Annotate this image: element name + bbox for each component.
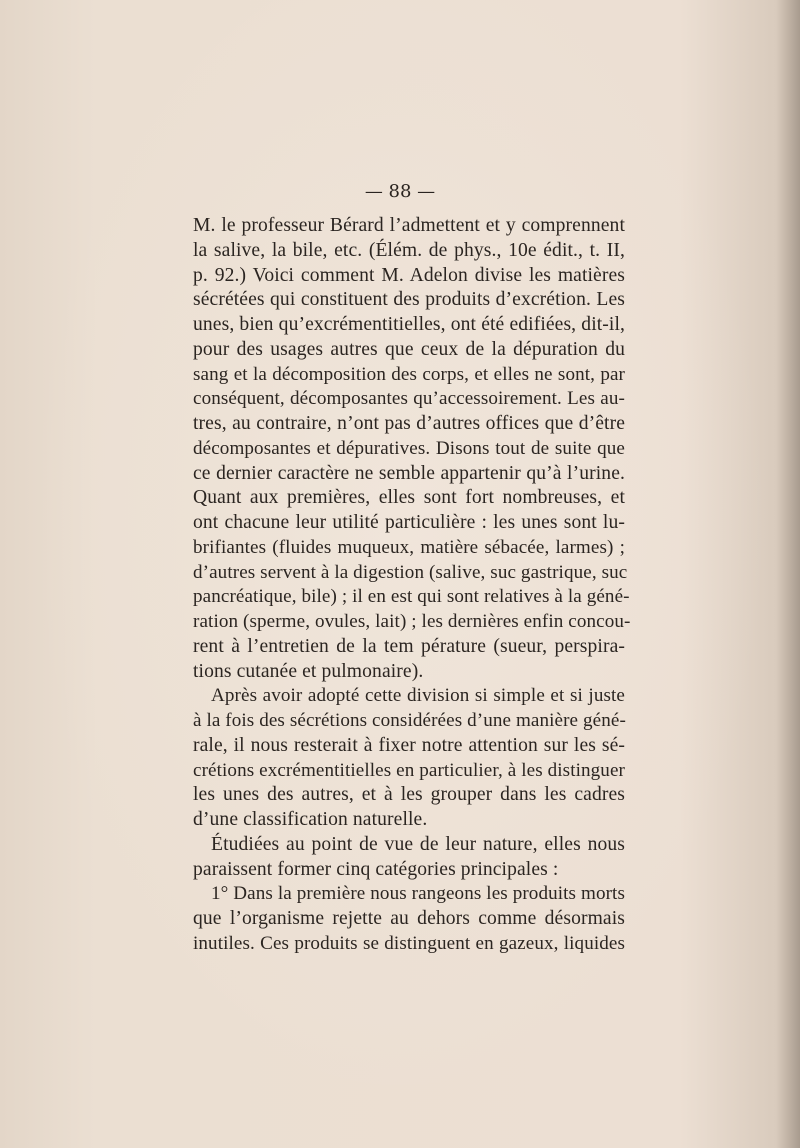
text-line: rent à l’entretien de la tem pérature (sueur, perspira- [193, 635, 625, 657]
text-line: décomposantes et dépuratives. Disons tout de suite que [193, 437, 625, 459]
text-line: brifiantes (fluides muqueux, matière sébacée, larmes) ; [193, 536, 625, 558]
text-line: Après avoir adopté cette division si simple et si juste [211, 685, 625, 707]
text-line: sang et la décomposition des corps, et elles ne sont, par [193, 363, 625, 385]
text-line: rale, il nous resterait à fixer notre attention sur les sé- [193, 734, 625, 756]
text-line: p. 92.) Voici comment M. Adelon divise les matières [193, 264, 625, 286]
text-line: à la fois des sécrétions considérées d’une manière géné- [193, 710, 626, 731]
text-line: 1° Dans la première nous rangeons les produits morts [211, 883, 625, 905]
text-line: crétions excrémentitielles en particulier, à les distinguer [193, 759, 625, 781]
text-line: unes, bien qu’excrémentitielles, ont été edifiées, dit-il, [193, 314, 625, 335]
text-line: pour des usages autres que ceux de la dépuration du [193, 338, 625, 360]
text-line: ration (sperme, ovules, lait) ; les dernières enfin concou- [193, 611, 631, 632]
text-line: paraissent former cinq catégories principales : [193, 858, 559, 880]
text-line: d’autres servent à la digestion (salive, suc gastrique, suc [193, 561, 628, 583]
text-line: tions cutanée et pulmonaire). [193, 660, 424, 682]
text-line: inutiles. Ces produits se distinguent en gazeux, liquides [193, 932, 625, 954]
text-line: conséquent, décomposantes qu’accessoirement. Les au- [193, 388, 625, 410]
text-line: ce dernier caractère ne semble appartenir qu’à l’urine. [193, 462, 625, 484]
text-line: que l’organisme rejette au dehors comme désormais [193, 908, 625, 929]
text-line: tres, au contraire, n’ont pas d’autres offices que d’être [193, 413, 625, 434]
text-line: la salive, la bile, etc. (Élém. de phys., 10e édit., t. II, [193, 239, 625, 261]
text-line: les unes des autres, et à les grouper dans les cadres [193, 784, 625, 806]
text-line: Quant aux premières, elles sont fort nombreuses, et [193, 487, 625, 509]
text-line: pancréatique, bile) ; il en est qui sont relatives à la géné- [193, 586, 630, 608]
text-line: ont chacune leur utilité particulière : les unes sont lu- [193, 512, 625, 533]
page-number: — 88 — [364, 181, 436, 202]
text-line: d’une classification naturelle. [193, 809, 428, 830]
text-line: M. le professeur Bérard l’admettent et y comprennent [193, 215, 625, 236]
text-line: Étudiées au point de vue de leur nature, elles nous [211, 833, 625, 855]
body-text [193, 214, 631, 957]
text-line: sécrétées qui constituent des produits d’excrétion. Les [193, 289, 625, 311]
